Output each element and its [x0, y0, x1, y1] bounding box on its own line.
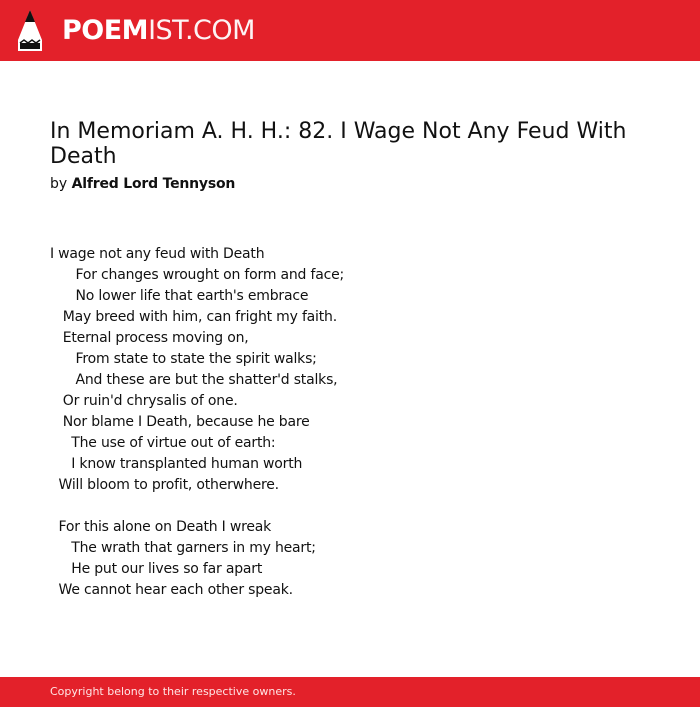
poem-line: For changes wrought on form and face;	[50, 267, 345, 283]
stanza-break	[50, 496, 344, 517]
poem-line: We cannot hear each other speak.	[50, 582, 293, 598]
poem-line: From state to state the spirit walks;	[50, 351, 317, 367]
poem-body	[50, 244, 344, 601]
poem-line: Eternal process moving on,	[50, 330, 249, 346]
poem-line: I wage not any feud with Death	[50, 246, 265, 262]
poem-line: For this alone on Death I wreak	[50, 519, 272, 535]
by-label: by	[50, 176, 68, 192]
logo-light-text: IST.COM	[148, 15, 255, 46]
poem-line: The use of virtue out of earth:	[50, 435, 276, 451]
poem-line: No lower life that earth's embrace	[50, 288, 309, 304]
poem-title: In Memoriam A. H. H.: 82. I Wage Not Any Feud With Death	[50, 119, 627, 169]
poem-line: May breed with him, can fright my faith.	[50, 309, 337, 325]
site-header	[0, 0, 700, 61]
poem-line: Will bloom to profit, otherwhere.	[50, 477, 279, 493]
copyright-notice: Copyright belong to their respective owners.	[50, 685, 296, 698]
pencil-logo-icon[interactable]	[18, 10, 42, 51]
poem-line: He put our lives so far apart	[50, 561, 263, 577]
poem-line: The wrath that garners in my heart;	[50, 540, 316, 556]
poem-line: I know transplanted human worth	[50, 456, 303, 472]
poem-line: Or ruin'd chrysalis of one.	[50, 393, 238, 409]
byline	[50, 175, 235, 193]
author-name[interactable]: Alfred Lord Tennyson	[71, 176, 236, 192]
site-footer	[0, 677, 700, 707]
poem-line: And these are but the shatter'd stalks,	[50, 372, 338, 388]
logo-bold-text: POEM	[62, 15, 149, 46]
site-logo[interactable]	[62, 14, 255, 47]
poem-line: Nor blame I Death, because he bare	[50, 414, 310, 430]
